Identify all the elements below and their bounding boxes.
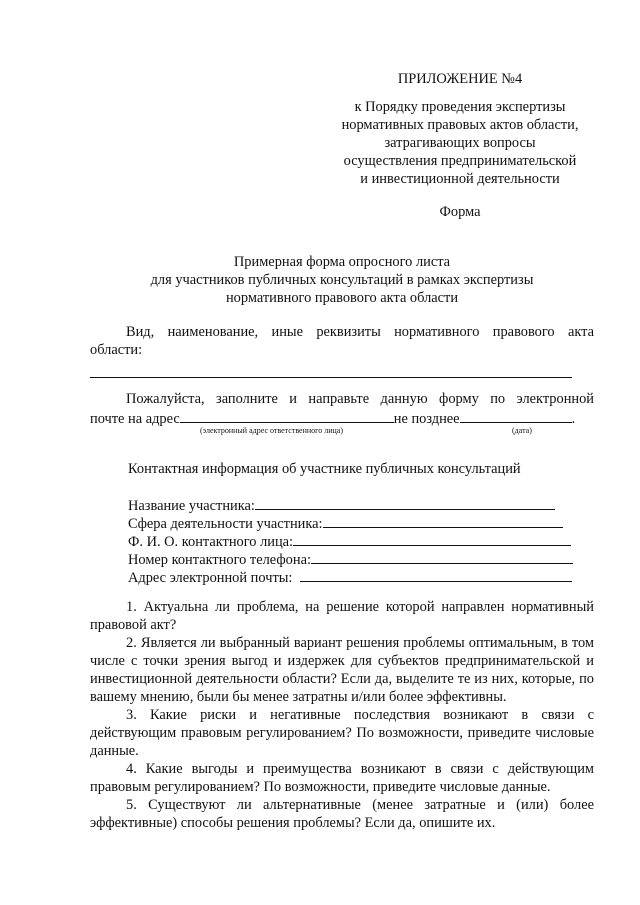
sphere-blank-line[interactable] [323,513,563,528]
document-title [90,253,594,307]
questions-section [90,598,594,832]
requisites-line: Вид, наименование, иные реквизиты нормативного правового акта [126,324,594,340]
submission-line: Пожалуйста, заполните и направьте данную форму по электронной [126,391,594,407]
submission-prefix: почте на адрес [90,411,180,427]
requisites-section [90,323,594,383]
date-caption: (дата) [512,426,532,435]
date-blank-line[interactable] [460,408,572,423]
email-blank-line[interactable] [180,408,394,423]
question-5: 5. Существуют ли альтернативные (менее затратные и (или) более эффективные) способы решения проблемы? Если да, опишите их. [90,797,594,831]
contact-label: Название участника: [128,498,255,514]
submission-suffix: . [571,411,576,427]
appendix-line: к Порядку проведения экспертизы [354,99,566,115]
question-2: 2. Является ли выбранный вариант решения проблемы оптимальным, в том числе с точки зрения выгод и издержек для субъектов предпринимательской и инвестиционной деятельности области? Если да, выделите те из них, которые, по вашему мнению, были бы менее затратны и/или более эффективны. [90,635,594,705]
contact-row-name [128,495,573,513]
title-line: Примерная форма опросного листа [233,254,451,270]
appendix-line: нормативных правовых актов области, [341,117,579,133]
appendix-header [330,70,590,188]
contact-row-sphere [128,513,573,531]
question-1: 1. Актуальна ли проблема, на решение которой направлен нормативный правовой акт? [90,599,594,633]
requisites-blank-line[interactable] [90,363,572,378]
email-caption: (электронный адрес ответственного лица) [200,426,344,435]
person-blank-line[interactable] [293,531,571,546]
form-label: Форма [439,204,481,220]
submission-fill-row [90,408,594,428]
contact-row-person [128,531,573,549]
question-3: 3. Какие риски и негативные последствия возникают в связи с действующим правовым регулированием? По возможности, приведите числовые данные. [90,707,594,759]
contact-row-email [128,567,573,585]
appendix-line: и инвестиционной деятельности [360,171,560,187]
title-line: нормативного правового акта области [225,290,459,306]
contact-row-phone [128,549,573,567]
contact-label: Сфера деятельности участника: [128,516,323,532]
name-blank-line[interactable] [255,495,555,510]
appendix-line: затрагивающих вопросы [384,135,536,151]
contact-label: Номер контактного телефона: [128,552,311,568]
contacts-section [128,495,573,585]
title-line: для участников публичных консультаций в рамках экспертизы [150,272,534,288]
email-field-blank-line[interactable] [300,567,572,582]
submission-middle: не позднее [393,411,460,427]
appendix-line: осуществления предпринимательской [343,153,577,169]
question-4: 4. Какие выгоды и преимущества возникают в связи с действующим правовым регулированием? По возможности, приведите числовые данные. [90,761,594,795]
appendix-title: ПРИЛОЖЕНИЕ №4 [397,71,523,87]
phone-blank-line[interactable] [311,549,573,564]
submission-section [90,390,594,428]
contact-label: Адрес электронной почты: [128,570,293,586]
contact-label: Ф. И. О. контактного лица: [128,534,294,550]
requisites-line: области: [90,342,143,358]
contacts-heading: Контактная информация об участнике публичных консультаций [128,461,521,477]
